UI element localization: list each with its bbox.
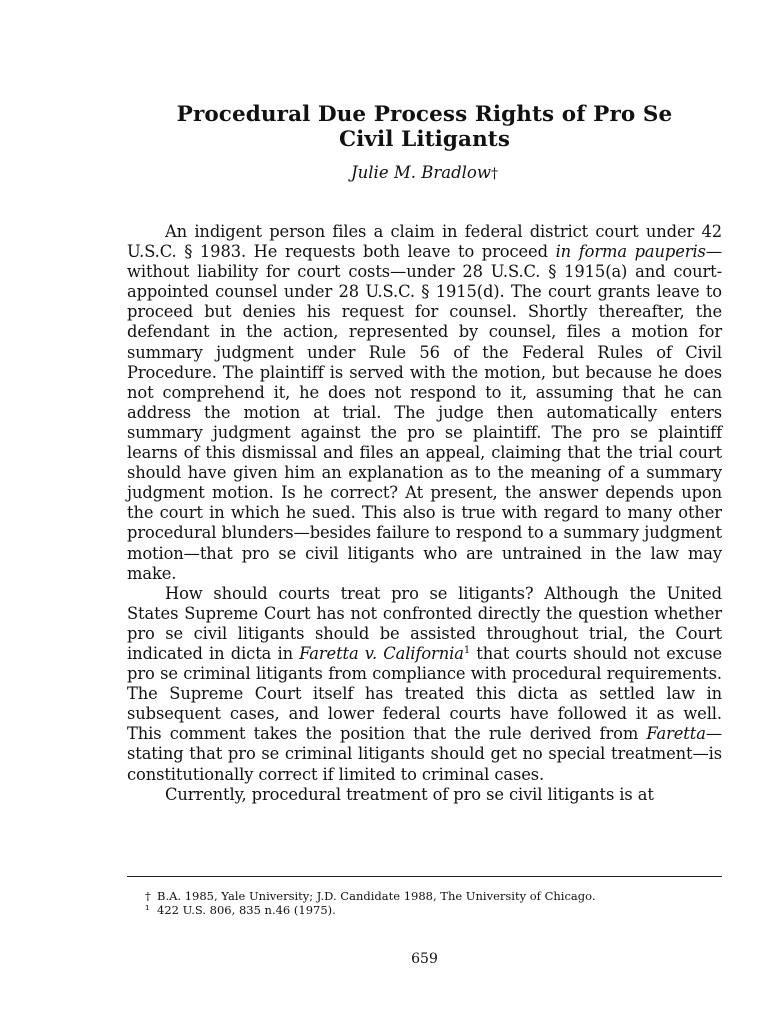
article-title — [127, 102, 722, 152]
paragraph-2-text-c: —stating that pro se criminal litigants should get no special treatment—is constitutionally correct if limited to criminal cases. — [127, 724, 722, 784]
footnote-text: 422 U.S. 806, 835 n.46 (1975). — [157, 903, 336, 917]
paragraph-1-text-a: An indigent person files a claim in federal district court under 42 U.S.C. § 1983. He requests both leave to proceed — [127, 222, 722, 262]
footnote-text: B.A. 1985, Yale University; J.D. Candidate 1988, The University of Chicago. — [157, 889, 596, 903]
article-title-line-2: Civil Litigants — [338, 127, 511, 152]
article-title-line-1: Procedural Due Process Rights of Pro Se — [176, 102, 673, 127]
body-paragraph-2 — [127, 584, 722, 785]
body-paragraph-1 — [127, 222, 722, 584]
paragraph-2-text-a: How should courts treat pro se litigants? Although the United States Supreme Court has not confronted directly the question whether pro se civil litigants should be assisted throughout trial, the Court indicated in dicta in — [127, 583, 722, 663]
footnote-author — [145, 889, 705, 903]
author-name: Julie M. Bradlow — [351, 163, 491, 182]
footnote-reference-1: 1 — [463, 644, 471, 656]
footnote-1 — [145, 903, 705, 917]
footnotes — [145, 889, 705, 917]
body-paragraph-3: Currently, procedural treatment of pro se civil litigants is at — [165, 784, 654, 804]
case-citation-faretta: Faretta — [646, 724, 706, 744]
paragraph-2-text-b: that courts should not excuse pro se criminal litigants from compliance with procedural requirements. The Supreme Court itself has treated this dicta as settled law in subsequent cases, and lower federal courts have followed it as well. This comment takes the position that the rule derived from — [127, 643, 722, 744]
case-citation-faretta-v-california: Faretta v. California — [299, 643, 464, 663]
paragraph-1-italic-phrase: in forma pauperis — [555, 242, 706, 262]
journal-page — [127, 102, 722, 982]
author-footnote-mark: † — [490, 166, 498, 182]
page-number: 659 — [411, 951, 438, 967]
paragraph-1-text-b: —without liability for court costs—under 28 U.S.C. § 1915(a) and court-appointed counsel under 28 U.S.C. § 1915(d). The court grants leave to proceed but denies his request for counsel. Shortly thereafter, the defendant in the action, represented by counsel, files a motion for summary judgment under Rule 56 of the Federal Rules of Civil Procedure. The plaintiff is served with the motion, but because he does not comprehend it, he does not respond to it, assuming that he can address the motion at trial. The judge then automatically enters summary judgment against the pro se plaintiff. The pro se plaintiff learns of this dismissal and files an appeal, claiming that the trial court should have given him an explanation as to the meaning of a summary judgment motion. Is he correct? At present, the answer depends upon the court in which he sued. This also is true with regard to many other procedural blunders—besides failure to respond to a summary judgment motion—that pro se civil litigants who are untrained in the law may make. — [127, 242, 722, 583]
footnote-mark: † — [145, 889, 151, 903]
article-author — [127, 163, 722, 184]
article-body — [127, 222, 722, 805]
footnote-mark: ¹ — [145, 903, 150, 917]
footnote-divider — [127, 876, 722, 877]
